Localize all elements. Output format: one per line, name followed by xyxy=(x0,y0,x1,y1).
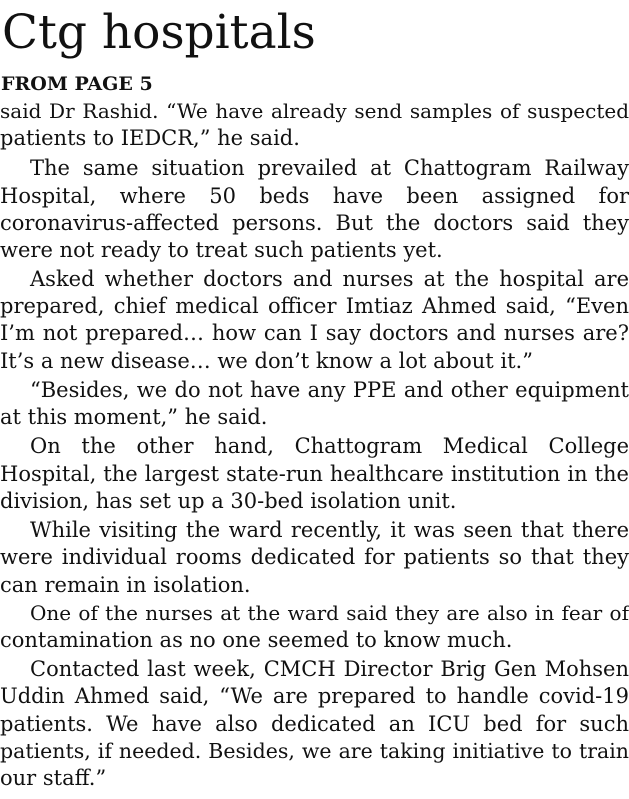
text-line: patients, if needed. Besides, we are taking initiative to train xyxy=(0,739,629,763)
text-line: Hospital, the largest state-run healthcare institution in the xyxy=(0,462,629,486)
text-line: Uddin Ahmed said, “We are prepared to handle covid-19 xyxy=(0,684,629,708)
text-line: can remain in isolation. xyxy=(0,573,251,597)
text-line: at this moment,” he said. xyxy=(0,405,268,429)
text-line: Hospital, where 50 beds have been assigned for xyxy=(0,184,629,208)
text-line: One of the nurses at the ward said they are also in fear of xyxy=(30,601,629,625)
text-line: were not ready to treat such patients yet. xyxy=(0,238,443,262)
text-line: patients to IEDCR,” he said. xyxy=(0,126,300,150)
text-line: patients. We have also dedicated an ICU bed for such xyxy=(0,712,629,736)
headline: Ctg hospitals xyxy=(2,5,316,60)
text-line: Asked whether doctors and nurses at the hospital are xyxy=(30,267,629,291)
text-line: “Besides, we do not have any PPE and other equipment xyxy=(30,378,629,402)
jump-label: FROM PAGE 5 xyxy=(1,73,153,95)
text-line: I’m not prepared… how can I say doctors and nurses are? xyxy=(0,321,629,345)
text-line: It’s a new disease… we don’t know a lot about it.” xyxy=(0,349,533,373)
text-line: coronavirus-affected persons. But the doctors said they xyxy=(0,211,629,235)
text-line: prepared, chief medical officer Imtiaz Ahmed said, “Even xyxy=(0,294,629,318)
text-line: said Dr Rashid. “We have already send samples of suspected xyxy=(0,99,629,123)
text-line: On the other hand, Chattogram Medical College xyxy=(30,434,629,458)
text-line: were individual rooms dedicated for patients so that they xyxy=(0,545,629,569)
text-line: The same situation prevailed at Chattogram Railway xyxy=(30,156,629,180)
text-line: contamination as no one seemed to know much. xyxy=(0,628,513,652)
text-line: division, has set up a 30-bed isolation unit. xyxy=(0,489,457,513)
text-line: While visiting the ward recently, it was seen that there xyxy=(30,518,629,542)
text-line: our staff.” xyxy=(0,766,107,790)
text-line: Contacted last week, CMCH Director Brig Gen Mohsen xyxy=(30,657,629,681)
